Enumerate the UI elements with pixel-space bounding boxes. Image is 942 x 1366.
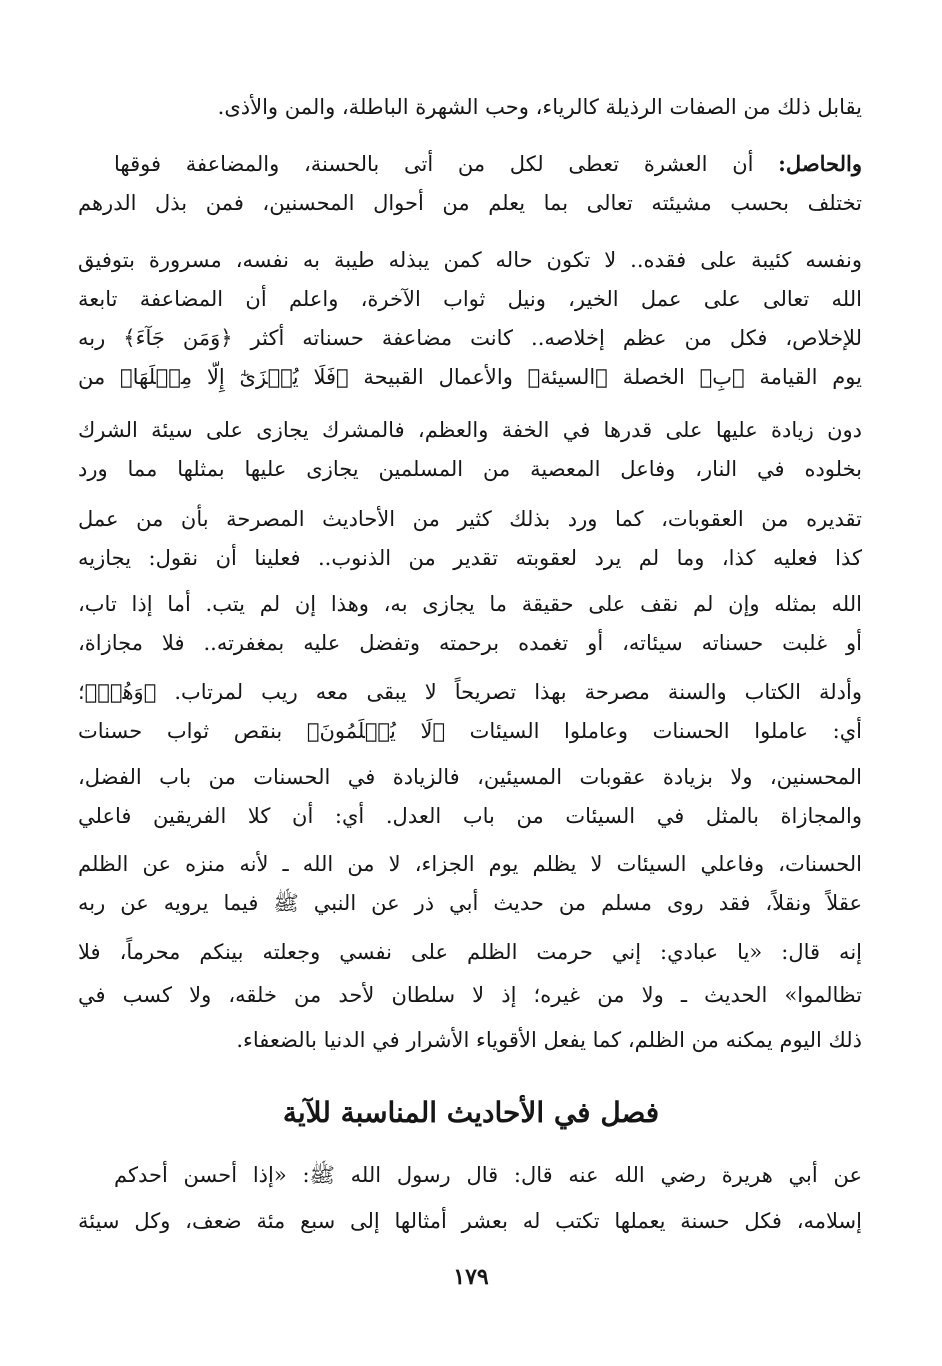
text-line: ونفسه كئيبة على فقده.. لا تكون حاله كمن يبذله طيبة به نفسه، مسرورة بتوفيق — [78, 248, 862, 272]
section-heading: فصل في الأحاديث المناسبة للآية — [282, 1096, 660, 1129]
text-line: الحسنات، وفاعلي السيئات لا يظلم يوم الجزاء، لا من الله ـ لأنه منزه عن الظلم — [78, 852, 862, 876]
text-line: تظالموا» الحديث ـ ولا من غيره؛ إذ لا سلطان لأحد من خلقه، ولا كسب في — [78, 983, 862, 1007]
text-line: وأدلة الكتاب والسنة مصرحة بهذا تصريحاً لا يبقى معه ريب لمرتاب. ﴿وَهُمۡ﴾؛ — [78, 680, 862, 704]
page-number: ١٧٩ — [453, 1264, 489, 1290]
text-line: عقلاً ونقلاً، فقد روى مسلم من حديث أبي ذر عن النبي ﷺ فيما يرويه عن ربه — [78, 891, 862, 915]
text-line: بخلوده في النار، وفاعل المعصية من المسلمين يجازى عليها بمثلها مما ورد — [78, 457, 862, 481]
text-line: الله تعالى على عمل الخير، ونيل ثواب الآخرة، واعلم أن المضاعفة تابعة — [78, 287, 862, 311]
first-line-text: أن العشرة تعطى لكل من أتى بالحسنة، والمضاعفة فوقها — [114, 152, 779, 176]
text-line: أو غلبت حسناته سيئاته، أو تغمده برحمته وتفضل عليه بمغفرته.. فلا مجازاة، — [78, 631, 862, 655]
text-line: إنه قال: «يا عبادي: إني حرمت الظلم على نفسي وجعلته بينكم محرماً، فلا — [78, 940, 862, 964]
text-line: والمجازاة بالمثل في السيئات من باب العدل. أي: أن كلا الفريقين فاعلي — [78, 804, 862, 828]
hadith-line: عن أبي هريرة رضي الله عنه قال: قال رسول الله ﷺ: «إذا أحسن أحدكم — [114, 1163, 862, 1187]
text-line: يوم القيامة ﴿بِ﴾ الخصلة ﴿السيئة﴾ والأعمال القبيحة ﴿فَلَا يُجۡزَىٰٓ إِلَّا مِثۡلَهَا﴾ من — [78, 365, 862, 389]
paragraph-1-line: يقابل ذلك من الصفات الرذيلة كالرياء، وحب الشهرة الباطلة، والمن والأذى. — [217, 95, 862, 119]
text-line: أي: عاملوا الحسنات وعاملوا السيئات ﴿لَا يُظۡلَمُونَ﴾ بنقص ثواب حسنات — [78, 719, 862, 743]
text-line: الله بمثله وإن لم نقف على حقيقة ما يجازى به، وهذا إن لم يتب. أما إذا تاب، — [78, 592, 862, 616]
summary-lead-word: والحاصل: — [778, 151, 862, 176]
text-line: ذلك اليوم يمكنه من الظلم، كما يفعل الأقوياء الأشرار في الدنيا بالضعفاء. — [236, 1028, 862, 1052]
text-line: كذا فعليه كذا، وما لم يرد لعقوبته تقدير من الذنوب.. فعلينا أن نقول: يجازيه — [78, 546, 862, 570]
text-line: للإخلاص، فكل من عظم إخلاصه.. كانت مضاعفة حسناته أكثر ﴿وَمَن جَآءَ﴾ ربه — [78, 326, 862, 350]
text-line: تقديره من العقوبات، كما ورد بذلك كثير من الأحاديث المصرحة بأن من عمل — [78, 507, 862, 531]
text-line: دون زيادة عليها على قدرها في الخفة والعظم، فالمشرك يجازى على سيئة الشرك — [78, 418, 862, 442]
hadith-line: إسلامه، فكل حسنة يعملها تكتب له بعشر أمثالها إلى سبع مئة ضعف، وكل سيئة — [78, 1209, 862, 1233]
paragraph-2-first-line — [114, 148, 862, 180]
text-line: تختلف بحسب مشيئته تعالى بما يعلم من أحوال المحسنين، فمن بذل الدرهم — [78, 191, 862, 215]
text-line: المحسنين، ولا بزيادة عقوبات المسيئين، فالزيادة في الحسنات من باب الفضل، — [78, 765, 862, 789]
